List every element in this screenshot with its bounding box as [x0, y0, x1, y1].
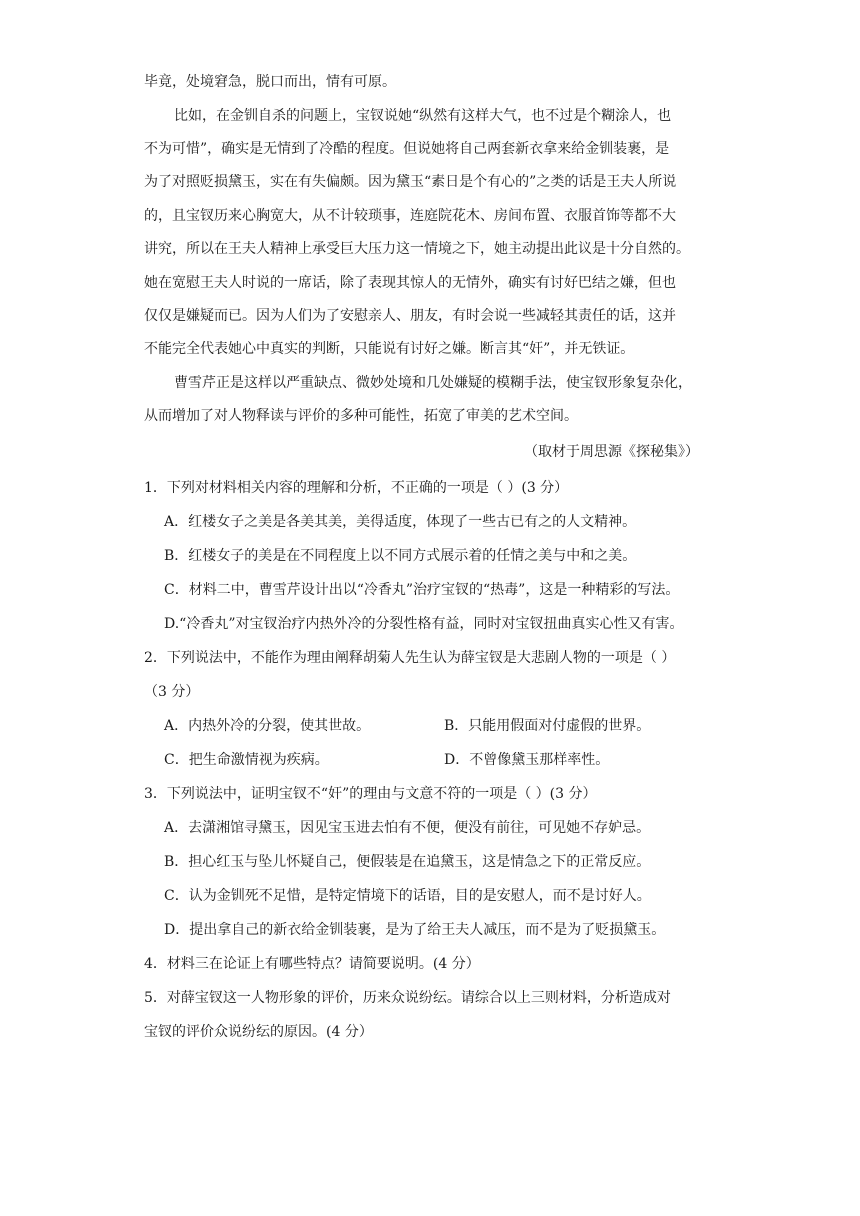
question-stem: 3．下列说法中，证明宝钗不“奸”的理由与文意不符的一项是（ ）(3 分）: [144, 786, 597, 802]
question-3-option-c: [0, 886, 860, 906]
question-4: [0, 954, 860, 974]
option-text: C．认为金钏死不足惜，是特定情境下的话语，目的是安慰人，而不是讨好人。: [164, 888, 651, 904]
question-2-options-row-1: [0, 716, 860, 736]
passage-line: [0, 206, 860, 226]
source-citation-line: [0, 442, 860, 462]
option-text: B．担心红玉与坠儿怀疑自己，便假装是在追黛玉，这是情急之下的正常反应。: [164, 854, 651, 870]
option-text: A．内热外冷的分裂，使其世故。: [164, 718, 371, 734]
question-3-option-a: [0, 818, 860, 838]
question-stem: 4．材料三在论证上有哪些特点？请简要说明。(4 分）: [144, 956, 480, 972]
passage-line: [0, 72, 860, 92]
option-text: B．红楼女子的美是在不同程度上以不同方式展示着的任情之美与中和之美。: [164, 548, 637, 564]
passage-line: [0, 239, 860, 259]
option-text: D．不曾像黛玉那样率性。: [444, 752, 610, 768]
option-text: C．材料二中，曹雪芹设计出以“冷香丸”治疗宝钗的“热毒”，这是一种精彩的写法。: [164, 582, 680, 598]
passage-text: 曹雪芹正是这样以严重缺点、微妙处境和几处嫌疑的模糊手法，使宝钗形象复杂化，: [174, 375, 692, 391]
passage-text: 仅仅是嫌疑而已。因为人们为了安慰亲人、朋友，有时会说一些减轻其责任的话，这并: [144, 308, 676, 324]
question-2-score: [0, 682, 860, 702]
passage-text: 的，且宝钗历来心胸宽大，从不计较琐事，连庭院花木、房间布置、衣服首饰等都不大: [144, 208, 676, 224]
question-1-option-b: [0, 546, 860, 566]
question-3-option-b: [0, 852, 860, 872]
option-text: A．红楼女子之美是各美其美，美得适度，体现了一些古已有之的人文精神。: [164, 514, 637, 530]
question-5-continued: [0, 1022, 860, 1042]
passage-text: 比如，在金钏自杀的问题上，宝钗说她“纵然有这样大气，也不过是个糊涂人，也: [174, 108, 672, 124]
passage-line: [0, 306, 860, 326]
option-text: B．只能用假面对付虚假的世界。: [444, 718, 651, 734]
question-stem: 5．对薛宝钗这一人物形象的评价，历来众说纷纭。请综合以上三则材料，分析造成对: [144, 990, 671, 1006]
question-1-option-d: [0, 614, 860, 634]
question-3: [0, 784, 860, 804]
option-text: A．去潇湘馆寻黛玉，因见宝玉进去怕有不便，便没有前往，可见她不存妒忌。: [164, 820, 651, 836]
source-citation: （取材于周思源《探秘集》）: [524, 444, 699, 460]
passage-line: [0, 339, 860, 359]
question-stem: 宝钗的评价众说纷纭的原因。(4 分）: [144, 1024, 373, 1040]
option-text: D．提出拿自己的新衣给金钏装裹，是为了给王夫人减压，而不是为了贬损黛玉。: [164, 922, 666, 938]
question-3-option-d: [0, 920, 860, 940]
passage-line: [0, 172, 860, 192]
passage-line: [0, 406, 860, 426]
option-text: C．把生命激情视为疾病。: [164, 752, 329, 768]
passage-text: 从而增加了对人物释读与评价的多种可能性，拓宽了审美的艺术空间。: [144, 408, 578, 424]
question-2-options-row-2: [0, 750, 860, 770]
question-2: [0, 648, 860, 668]
passage-text: 不为可惜”，确实是无情到了冷酷的程度。但说她将自己两套新衣拿来给金钏装裹，是: [144, 141, 670, 157]
passage-text: 讲究，所以在王夫人精神上承受巨大压力这一情境之下，她主动提出此议是十分自然的。: [144, 241, 690, 257]
question-stem: 1．下列对材料相关内容的理解和分析，不正确的一项是（ ）(3 分）: [144, 480, 569, 496]
question-score: （3 分）: [144, 684, 200, 700]
passage-text: 为了对照贬损黛玉，实在有失偏颇。因为黛玉“素日是个有心的”之类的话是王夫人所说: [144, 174, 677, 190]
passage-line: [0, 373, 860, 393]
question-1: [0, 478, 860, 498]
passage-text: 毕竟，处境窘急，脱口而出，情有可原。: [144, 74, 396, 90]
option-text: D.“冷香丸”对宝钗治疗内热外冷的分裂性格有益，同时对宝钗扭曲真实心性又有害。: [164, 616, 684, 632]
question-5: [0, 988, 860, 1008]
question-stem: 2．下列说法中，不能作为理由阐释胡菊人先生认为薛宝钗是大悲剧人物的一项是（ ）: [144, 650, 676, 666]
question-1-option-a: [0, 512, 860, 532]
passage-text: 不能完全代表她心中真实的判断，只能说有讨好之嫌。断言其“奸”，并无铁证。: [144, 341, 635, 357]
passage-line: [0, 273, 860, 293]
passage-line: [0, 106, 860, 126]
passage-text: 她在宽慰王夫人时说的一席话，除了表现其惊人的无情外，确实有讨好巴结之嫌，但也: [144, 275, 676, 291]
passage-line: [0, 139, 860, 159]
question-1-option-c: [0, 580, 860, 600]
